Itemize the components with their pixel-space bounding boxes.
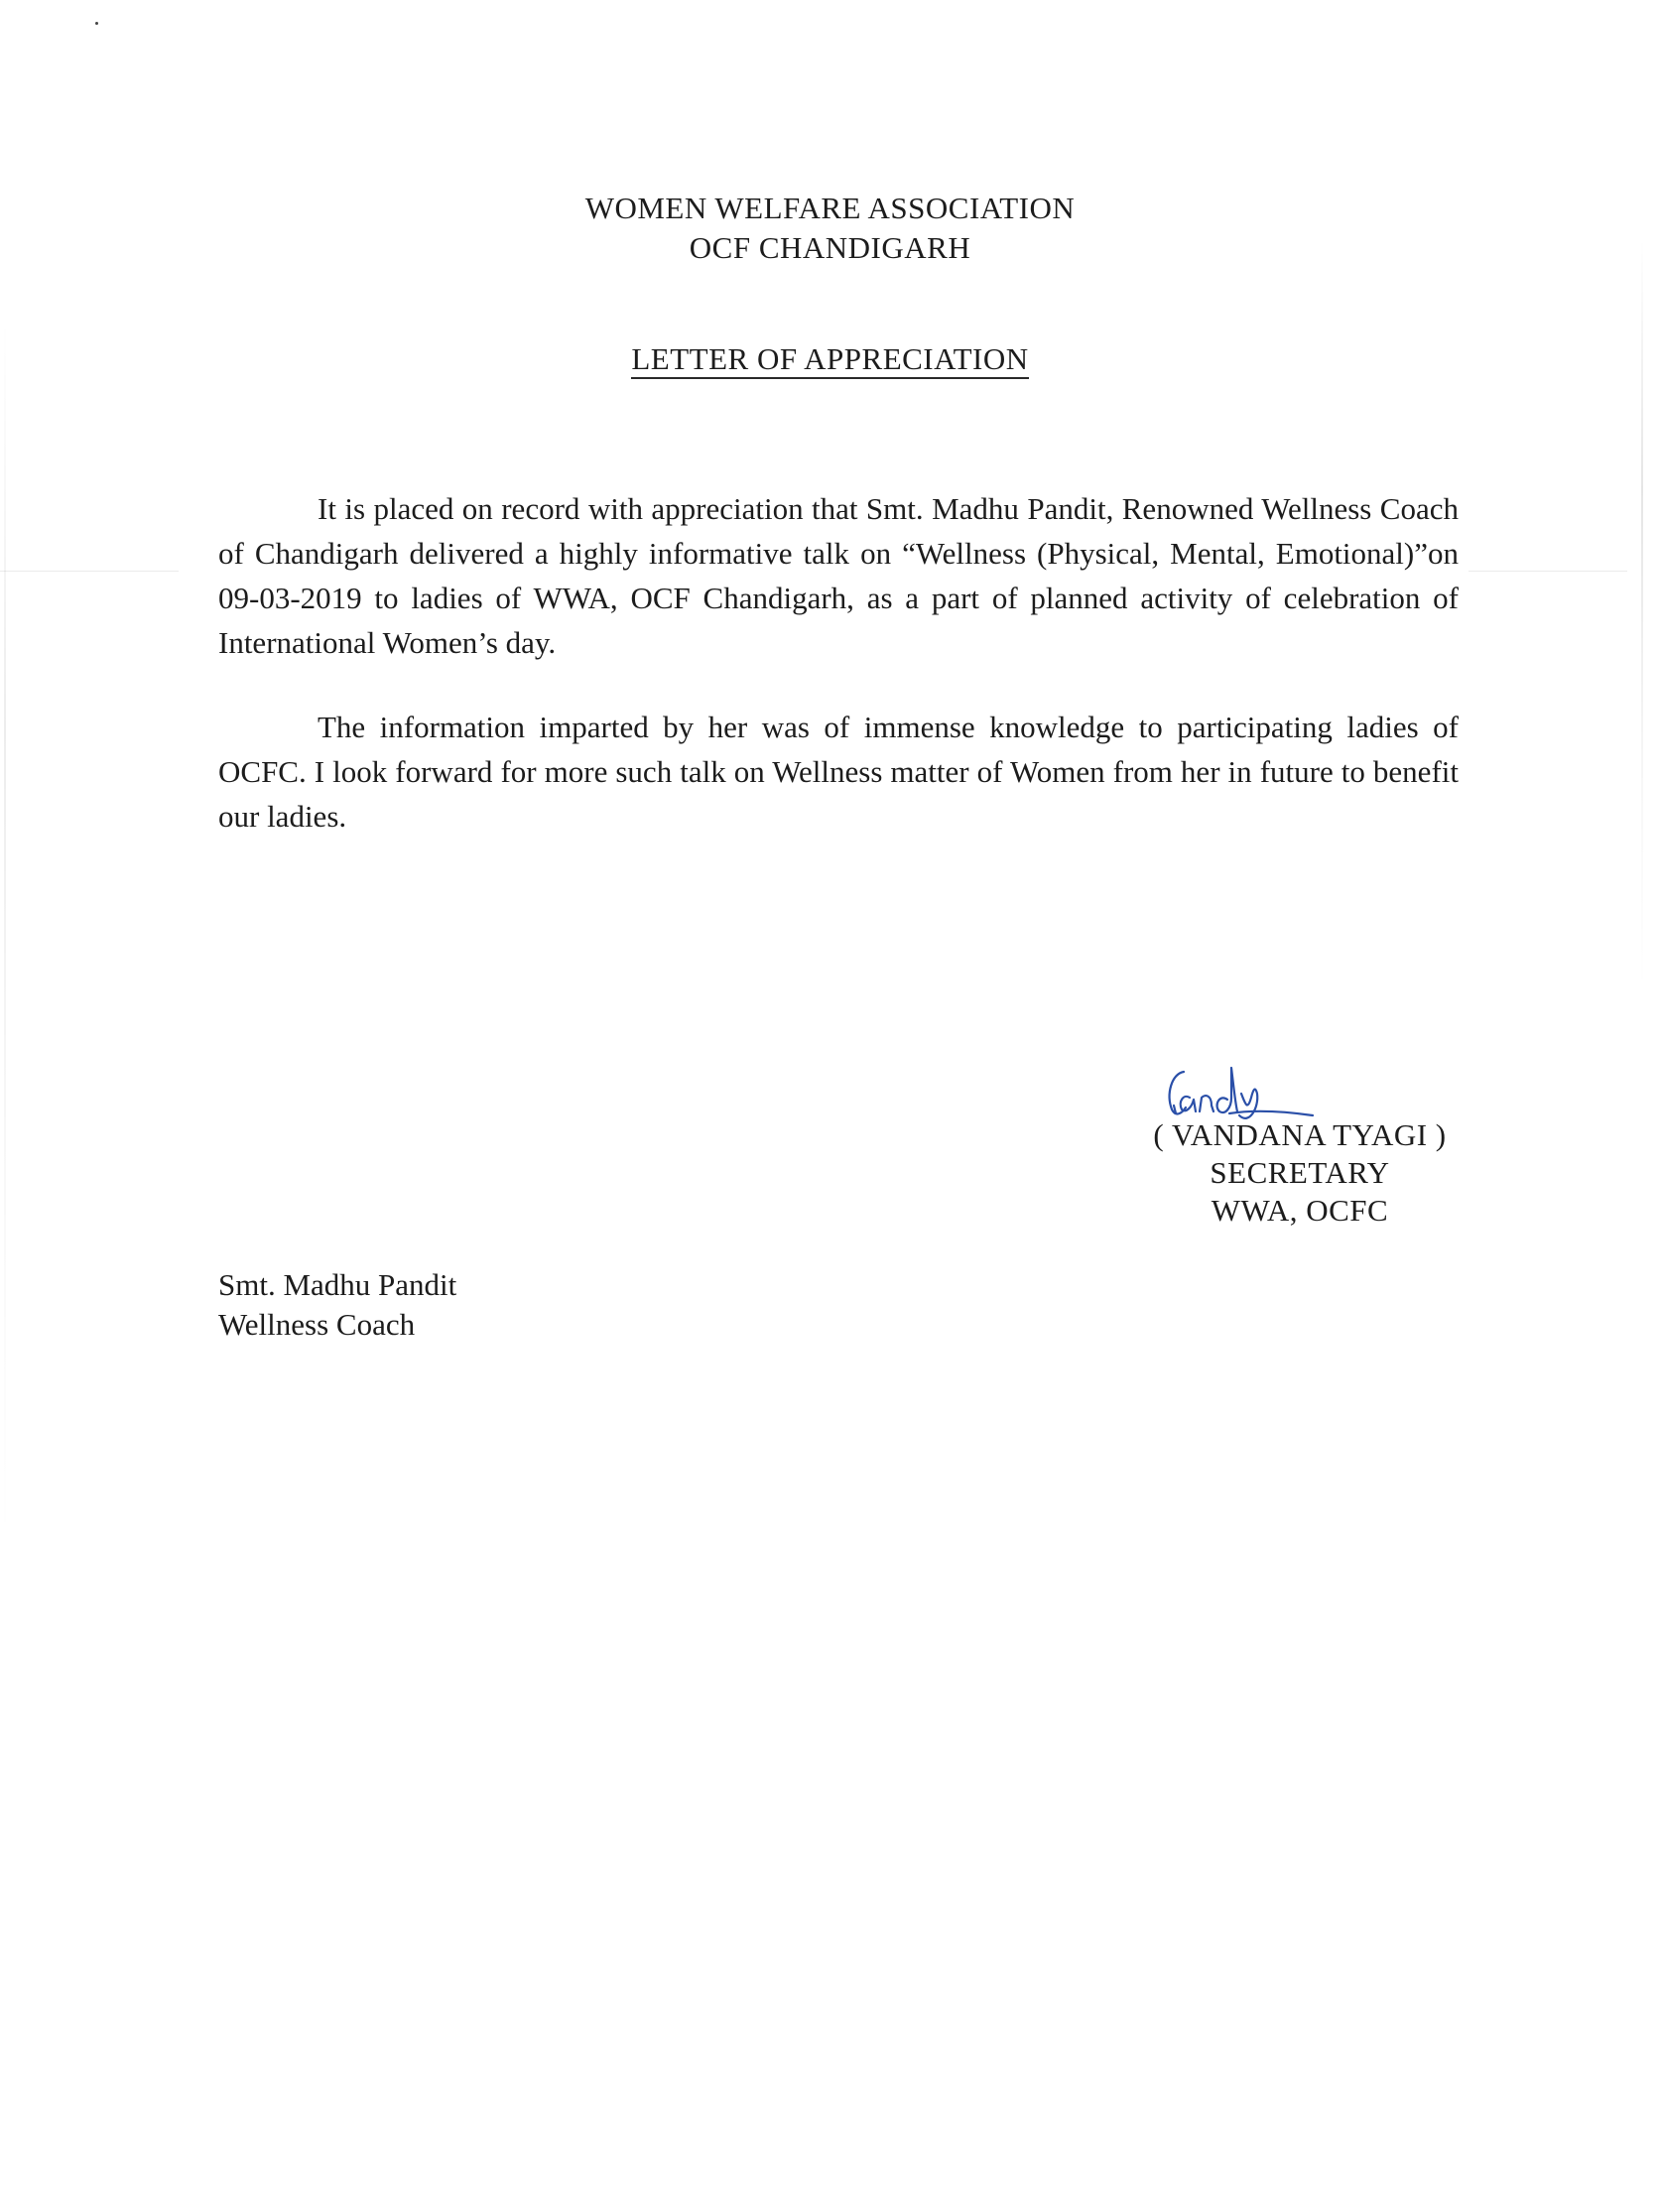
signatory-organization: WWA, OCFC — [1211, 1193, 1389, 1228]
scan-edge-shadow-left — [4, 318, 6, 1548]
scan-fold-line-left — [0, 571, 179, 572]
signatory-designation: SECRETARY — [1210, 1155, 1390, 1190]
body-paragraph-1: It is placed on record with appreciation that Smt. Madhu Pandit, Renowned Wellness Coach of Chandigarh delivered a highly informative talk on “Wellness (Physical, Mental, Emotional)”on 09-03-2019 to ladies of WWA, OCF Chandigarh, as a part of planned activity of celebration of International Women’s day. — [218, 491, 1459, 660]
letter-body — [218, 486, 1459, 878]
recipient-block — [218, 1265, 456, 1345]
signatory-block — [1091, 1116, 1508, 1230]
recipient-name: Smt. Madhu Pandit — [218, 1267, 457, 1302]
organization-location: OCF CHANDIGARH — [689, 230, 971, 265]
signatory-name: ( VANDANA TYAGI ) — [1153, 1117, 1447, 1152]
letter-title — [0, 339, 1660, 379]
letterhead — [0, 189, 1660, 268]
scan-fold-line-right — [1468, 571, 1627, 572]
signature-strokes — [1170, 1068, 1313, 1118]
scan-speck — [95, 22, 98, 25]
organization-name: WOMEN WELFARE ASSOCIATION — [584, 191, 1076, 225]
recipient-title: Wellness Coach — [218, 1307, 416, 1342]
letter-title-text: LETTER OF APPRECIATION — [631, 341, 1028, 379]
body-paragraph-2: The information imparted by her was of immense knowledge to participating ladies of OCFC. I look forward for more such talk on Wellness matter of Women from her in future to benefit our ladies. — [218, 710, 1459, 834]
